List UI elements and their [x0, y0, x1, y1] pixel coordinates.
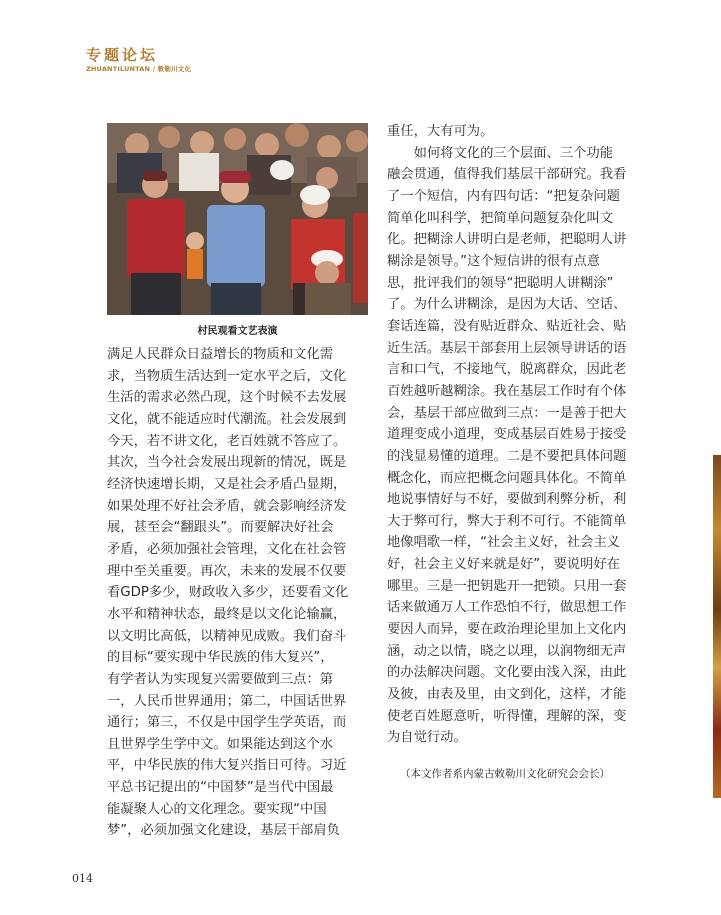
column-title: 专题论坛 — [86, 46, 159, 64]
adjacent-page-edge-image — [713, 455, 721, 798]
author-note: （本文作者系内蒙古敕勒川文化研究会会长） — [400, 768, 610, 780]
page-number: 014 — [72, 872, 93, 885]
column-subtitle: ZHUANTILUNTAN / 敕勒川文化 — [86, 65, 192, 73]
article-right-column: 重任，大有可为。 如何将文化的三个层面、三个功能 融会贯通，值得我们基层干部研究。我看 了一个短信，内有四句话：“把复杂问题 简单化叫科学，把简单问题复杂化叫文 化。把糊涂人讲明白是老师，把聪明人讲 糊涂是领导。”这个短信讲的很有点意 思，批评我们的领导“把聪明人讲糊涂” 了。为什么讲糊涂，是因为大话、空话、 套话连篇，没有贴近群众、贴近社会、贴 近生活。基层干部套用上层领导讲话的语 言和口气，不接地气，脱离群众，因此老 百姓越听越糊涂。我在基层工作时有个体 会，基层干部应做到三点：一是善于把大 道理变成小道理，变成基层百姓易于接受 的浅显易懂的道理。二是不要把具体问题 概念化，而应把概念问题具体化。不简单 地说事情好与不好，要做到利弊分析，利 大于弊可行，弊大于利不可行。不能简单 地像唱歌一样，“社会主义好，社会主义 好，社会主义好来就是好”，要说明好在 哪里。三是一把钥匙开一把锁。只用一套 话来做通万人工作恐怕不行，做思想工作 要因人而异，要在政治理论里加上文化内 涵，动之以情，晓之以理，以润物细无声 的办法解决问题。文化要由浅入深，由此 及彼，由表及里，由文到化，这样，才能 使老百姓愿意听，听得懂，理解的深，变 为自觉行动。 — [387, 124, 627, 746]
photo-caption: 村民观看文艺表演 — [197, 326, 278, 337]
photo-villagers-watching-performance — [107, 123, 368, 315]
article-left-column: 满足人民群众日益增长的物质和文化需 求，当物质生活达到一定水平之后，文化 生活的需求必然凸现，这个时候不去发展 文化，就不能适应时代潮流。社会发展到 今天，若不讲文化，老百姓就不答应了。 其次，当今社会发展出现新的情况，既是 经济快速增长期，又是社会矛盾凸显期， 如果处理不好社会矛盾，就会影响经济发 展，甚至会“翻跟头”。而要解决好社会 矛盾，必须加强社会管理，文化在社会管 理中至关重要。再次，未来的发展不仅要 看GDP多少，财政收入多少，还要看文化 水平和精神状态，最终是以文化论输赢， 以文明比高低，以精神见成败。我们奋斗 的目标“要实现中华民族的伟大复兴”， 有学者认为实现复兴需要做到三点：第 一，人民币世界通用；第二，中国话世界 通行；第三，不仅是中国学生学英语，而 且世界学生学中文。如果能达到这个水 平，中华民族的伟大复兴指日可待。习近 平总书记提出的“中国梦”是当代中国最 能凝聚人心的文化理念。要实现“中国 梦”，必须加强文化建设，基层干部肩负 — [107, 347, 349, 839]
photo-illustration — [107, 123, 368, 315]
